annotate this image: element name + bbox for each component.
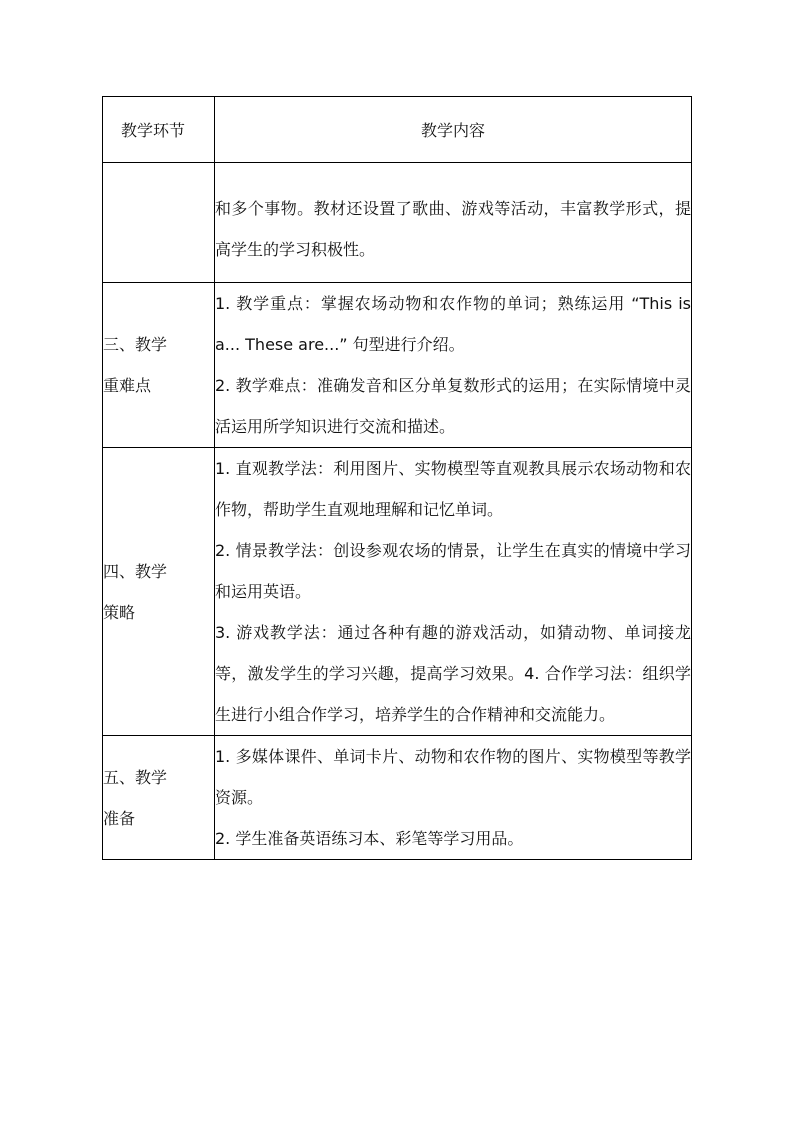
table-row-teaching-preparation [103, 736, 692, 860]
row-content [215, 163, 692, 283]
row-label-line: 准备 [103, 808, 136, 828]
content-paragraph: 3. 游戏教学法：通过各种有趣的游戏活动，如猜动物、单词接龙等，激发学生的学习兴趣，提高学习效果。4. 合作学习法：组织学生进行小组合作学习，培养学生的合作精神和交流能力。 [215, 623, 691, 724]
row-label [103, 448, 215, 736]
lesson-plan-table [102, 96, 692, 860]
header-teaching-content: 教学内容 [215, 97, 692, 163]
row-label-empty [103, 163, 215, 283]
row-label-line: 重难点 [103, 376, 152, 395]
row-content [215, 283, 692, 448]
content-paragraph: 2. 学生准备英语练习本、彩笔等学习用品。 [215, 829, 524, 848]
content-paragraph: 和多个事物。教材还设置了歌曲、游戏等活动，丰富教学形式，提高学生的学习积极性。 [215, 198, 691, 259]
content-paragraph: 1. 直观教学法：利用图片、实物模型等直观教具展示农场动物和农作物，帮助学生直观地理解和记忆单词。 [215, 459, 691, 519]
table-row-teaching-strategy [103, 448, 692, 736]
table-row-key-difficult-points [103, 283, 692, 448]
content-paragraph: 1. 多媒体课件、单词卡片、动物和农作物的图片、实物模型等教学资源。 [215, 747, 691, 807]
row-label [103, 736, 215, 860]
table-header-row [103, 97, 692, 163]
content-paragraph: 2. 情景教学法：创设参观农场的情景，让学生在真实的情境中学习和运用英语。 [215, 541, 691, 601]
header-teaching-stage: 教学环节 [103, 97, 215, 163]
row-label [103, 283, 215, 448]
row-content [215, 448, 692, 736]
content-paragraph: 2. 教学难点：准确发音和区分单复数形式的运用；在实际情境中灵活运用所学知识进行交流和描述。 [215, 376, 691, 436]
row-label-line: 策略 [103, 602, 136, 622]
content-paragraph: 1. 教学重点：掌握农场动物和农作物的单词；熟练运用 “This is a... These are...” 句型进行介绍。 [215, 294, 691, 354]
table-row-continuation [103, 163, 692, 283]
row-label-line: 四、教学 [103, 561, 168, 581]
row-content [215, 736, 692, 860]
row-label-line: 三、教学 [103, 335, 168, 354]
row-label-line: 五、教学 [103, 767, 168, 787]
